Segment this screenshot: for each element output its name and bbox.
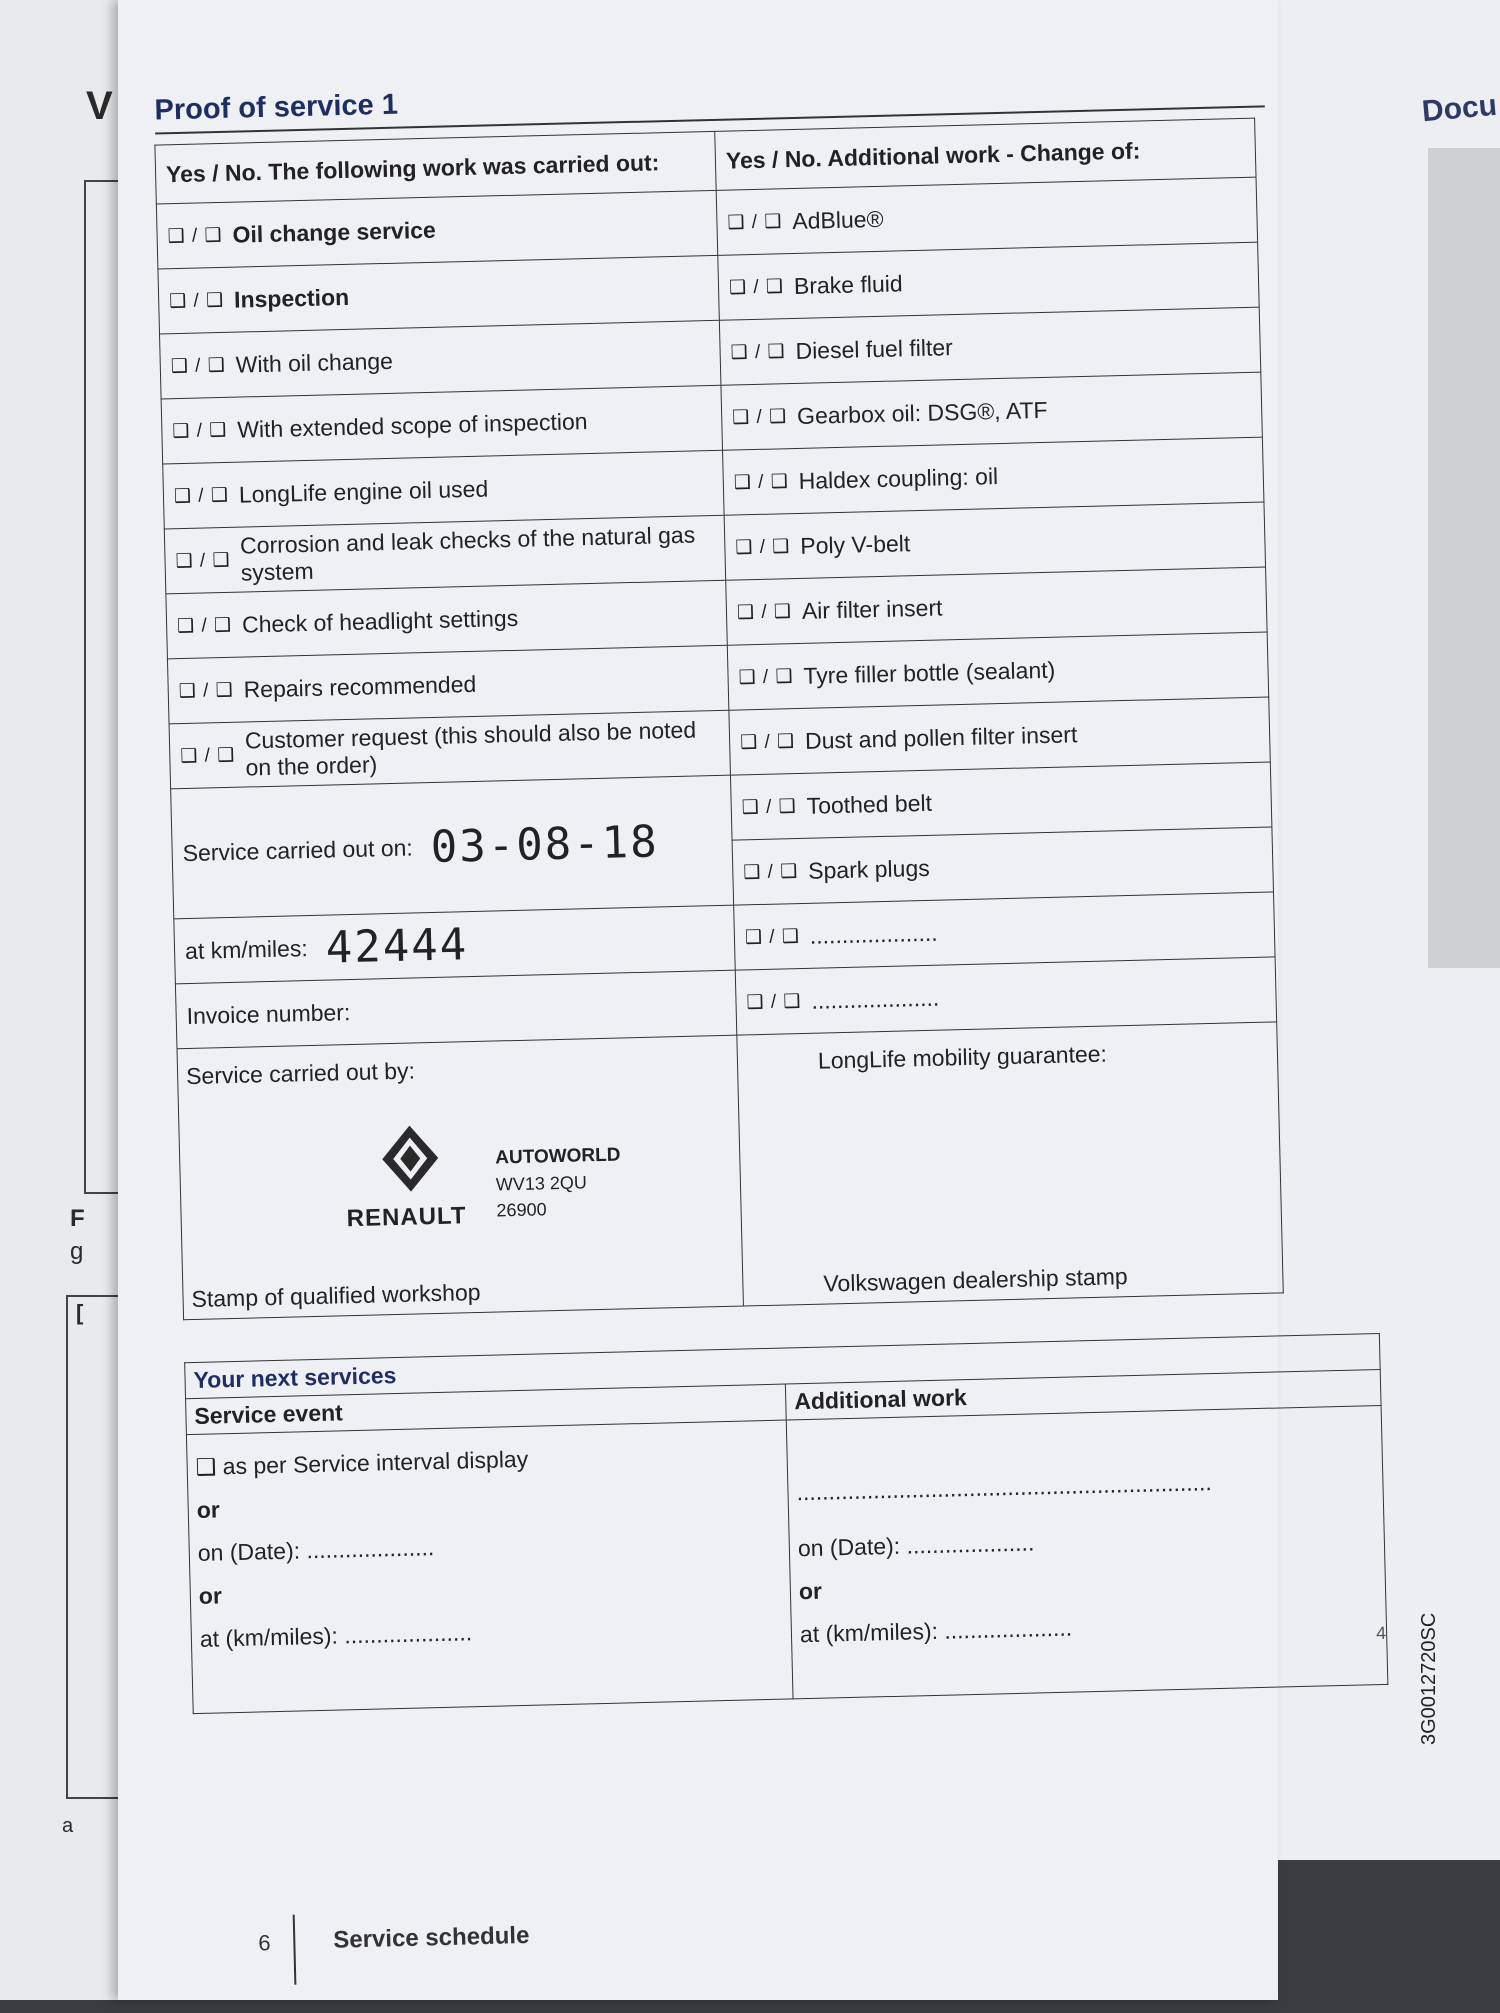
yes-no-checkbox[interactable]: ❑ / ❑ bbox=[180, 744, 236, 767]
margin-mark: 4 bbox=[1375, 1622, 1387, 1644]
additional-item-label: Air filter insert bbox=[801, 593, 943, 624]
next-km-field[interactable]: at (km/miles): .................... bbox=[199, 1619, 473, 1652]
interval-display-option[interactable]: ❑ as per Service interval display bbox=[195, 1445, 529, 1480]
yes-no-checkbox[interactable]: ❑ / ❑ bbox=[170, 354, 226, 377]
work-item-label: Repairs recommended bbox=[243, 670, 477, 703]
or-label: or bbox=[198, 1582, 223, 1609]
yes-no-checkbox[interactable]: ❑ / ❑ bbox=[743, 860, 799, 883]
additional-item-label: Dust and pollen filter insert bbox=[804, 720, 1078, 754]
additional-item-label: Tyre filler bottle (sealant) bbox=[803, 656, 1056, 689]
page-title: Proof of service 1 bbox=[154, 88, 399, 127]
renault-wordmark: RENAULT bbox=[346, 1202, 467, 1233]
work-item-label: Check of headlight settings bbox=[241, 604, 519, 638]
or-label: or bbox=[798, 1577, 823, 1605]
yes-no-checkbox[interactable]: ❑ / ❑ bbox=[739, 730, 796, 753]
additional-date-field[interactable]: on (Date): .................... bbox=[797, 1529, 1035, 1562]
yes-no-checkbox[interactable]: ❑ / ❑ bbox=[167, 224, 223, 247]
renault-logo-icon bbox=[379, 1123, 441, 1194]
km-value[interactable]: 42444 bbox=[325, 918, 469, 974]
left-fragment-g: g bbox=[70, 1238, 84, 1265]
work-item-label: Customer request (this should also be noted on the order) bbox=[244, 716, 697, 781]
additional-item-blank[interactable]: .................... bbox=[809, 919, 938, 949]
yes-no-checkbox[interactable]: ❑ / ❑ bbox=[168, 289, 225, 312]
work-item-label: Corrosion and leak checks of the natural gas system bbox=[239, 521, 696, 586]
yes-no-checkbox[interactable]: ❑ / ❑ bbox=[728, 275, 785, 299]
or-label: or bbox=[196, 1496, 221, 1523]
service-by-label: Service carried out by: bbox=[185, 1057, 416, 1090]
additional-item-blank[interactable]: .................... bbox=[811, 984, 940, 1014]
service-sheet bbox=[96, 0, 1387, 2013]
additional-item-label: Toothed belt bbox=[806, 789, 933, 819]
next-date-field[interactable]: on (Date): .................... bbox=[197, 1534, 435, 1566]
right-page-image bbox=[1428, 148, 1500, 968]
left-fragment-f: F bbox=[70, 1205, 85, 1232]
work-item-label: LongLife engine oil used bbox=[238, 475, 489, 508]
service-date-label: Service carried out on: bbox=[182, 834, 414, 867]
yes-no-checkbox[interactable]: ❑ / ❑ bbox=[736, 600, 793, 623]
invoice-label: Invoice number: bbox=[186, 998, 351, 1029]
dealer-name: AUTOWORLD bbox=[494, 1144, 621, 1169]
next-services-table bbox=[184, 1333, 1388, 1714]
additional-work-cell bbox=[786, 1405, 1388, 1698]
additional-item-label: Poly V-belt bbox=[799, 529, 911, 559]
additional-work-header: Additional work bbox=[785, 1369, 1381, 1420]
dealer-stamp bbox=[495, 1142, 622, 1223]
footer-divider bbox=[293, 1915, 297, 1985]
workshop-stamp-label: Stamp of qualified workshop bbox=[191, 1278, 481, 1312]
guarantee-label: LongLife mobility guarantee: bbox=[817, 1040, 1108, 1074]
additional-item-label: Gearbox oil: DSG®, ATF bbox=[796, 396, 1048, 429]
dealer-postcode: WV13 2QU bbox=[495, 1172, 588, 1195]
next-services-title: Your next services bbox=[185, 1333, 1381, 1398]
additional-header: Yes / No. Additional work - Change of: bbox=[715, 118, 1256, 190]
service-date-value[interactable]: 03-08-18 bbox=[430, 816, 660, 874]
work-item-label: With extended scope of inspection bbox=[236, 407, 588, 443]
left-fragment-bracket: [ bbox=[76, 1300, 84, 1325]
yes-no-checkbox[interactable]: ❑ / ❑ bbox=[173, 484, 230, 507]
yes-no-checkbox[interactable]: ❑ / ❑ bbox=[176, 614, 233, 637]
additional-item-label: Brake fluid bbox=[793, 269, 903, 299]
additional-item-label: Diesel fuel filter bbox=[795, 333, 954, 364]
service-date-cell bbox=[171, 775, 734, 919]
yes-no-checkbox[interactable]: ❑ / ❑ bbox=[744, 925, 801, 948]
service-page bbox=[118, 0, 1387, 2000]
proof-of-service-table bbox=[154, 118, 1283, 1321]
yes-no-checkbox[interactable]: ❑ / ❑ bbox=[741, 795, 797, 818]
yes-no-checkbox[interactable]: ❑ / ❑ bbox=[730, 340, 786, 364]
service-event-header: Service event bbox=[186, 1384, 787, 1435]
yes-no-checkbox[interactable]: ❑ / ❑ bbox=[727, 210, 783, 234]
workshop-stamp-cell bbox=[177, 1035, 743, 1320]
additional-item-label: Haldex coupling: oil bbox=[798, 462, 999, 494]
yes-no-checkbox[interactable]: ❑ / ❑ bbox=[172, 419, 228, 442]
dealer-code: 26900 bbox=[496, 1199, 547, 1221]
work-item-label: With oil change bbox=[235, 347, 394, 378]
page-number: 6 bbox=[258, 1930, 271, 1956]
left-fragment-v: V bbox=[86, 84, 113, 128]
section-name: Service schedule bbox=[332, 1921, 530, 1954]
dealership-stamp-label: Volkswagen dealership stamp bbox=[823, 1263, 1128, 1297]
work-item-label: Oil change service bbox=[232, 216, 437, 248]
document-code: 3G0012720SC bbox=[1418, 1612, 1440, 1745]
yes-no-checkbox[interactable]: ❑ / ❑ bbox=[178, 679, 234, 702]
yes-no-checkbox[interactable]: ❑ / ❑ bbox=[738, 665, 794, 688]
yes-no-checkbox[interactable]: ❑ / ❑ bbox=[733, 470, 789, 494]
yes-no-checkbox[interactable]: ❑ / ❑ bbox=[175, 549, 231, 572]
right-page-title: Docu bbox=[1420, 88, 1499, 129]
km-label: at km/miles: bbox=[184, 934, 309, 964]
guarantee-cell bbox=[737, 1022, 1283, 1306]
yes-no-checkbox[interactable]: ❑ / ❑ bbox=[731, 405, 788, 429]
left-fragment-a: a bbox=[62, 1815, 74, 1837]
yes-no-checkbox[interactable]: ❑ / ❑ bbox=[735, 535, 791, 558]
additional-km-field[interactable]: at (km/miles): .................... bbox=[799, 1614, 1073, 1648]
work-header: Yes / No. The following work was carried out: bbox=[155, 131, 716, 204]
service-event-cell bbox=[186, 1420, 793, 1714]
additional-work-field[interactable]: ................................................................. bbox=[796, 1469, 1213, 1506]
yes-no-checkbox[interactable]: ❑ / ❑ bbox=[746, 990, 802, 1013]
work-item-label: Inspection bbox=[233, 283, 350, 313]
additional-item-label: Spark plugs bbox=[807, 854, 930, 884]
additional-item-label: AdBlue® bbox=[792, 205, 884, 234]
